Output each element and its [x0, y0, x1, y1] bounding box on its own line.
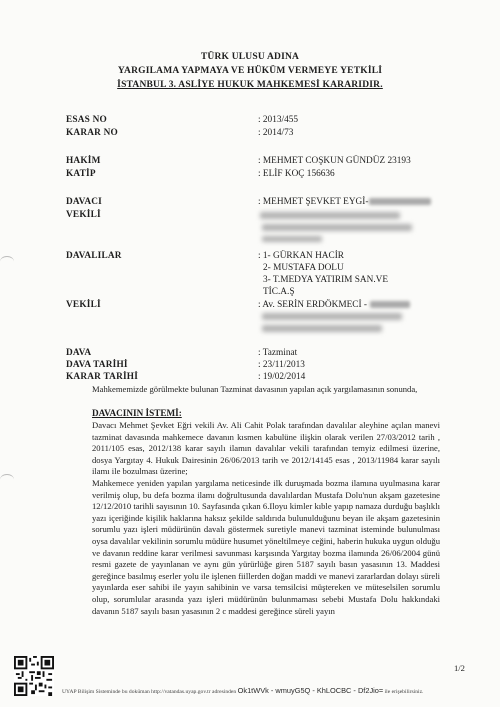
vekili2-value [258, 300, 410, 310]
davaci-name: : MEHMET ŞEVKET EYGİ- [258, 197, 369, 207]
court-header-line1: TÜRK ULUSU ADINA [200, 52, 300, 62]
body-paragraph-2: Mahkemece yeniden yapılan yargılama neticesinde ilk duruşmada bozma ilamına uyulmasına karar verilmiş olup, bu defa bozma ilamı doğrultusunda davalılardan Mustafa Dolu'nun akşam gazetesine 12/12/2010 tarihli sayısının 10. Sayfasında çıkan 6.Iloyu kimler kıble yapıp namaza durduğu başlıklı yazı içeriğinde kişilik haklarına haksız şekilde saldırıda bulunulduğunu beyan ile akşam gazetesinin sorumlu yazı işleri müdürünün davalı göstermek suretiyle manevi tazminat isteminde bulunulması oysa davalılar vekilinin sorumlu müdüre husumet yöneltilmeye ceğini, haberin hukuka uygun olduğu ve davanın reddine karar verilmesi savunması karşısında Yargıtay bozma ilamında 26/06/2004 günü resmi gazete de yayınlanan ve aynı gün yürürlüğe giren 5187 sayılı basın yasasının 13. Maddesi gereğince basılmış eserler yolu ile işlenen fiillerden doğan maddi ve manevi zararlardan dolayı süreli yayınlarda eser sahibi ile yayın sahibinin ve varsa temsilcisi müştereken ve müteselsilen sorumlu olup, sorumlular arasında yazı işleri müdürünün bulunmaması sebebi Mustafa Dolu hakkındaki davanın 5187 sayılı basın yasasının 2 c maddesi gereğince süreli yayın [92, 478, 440, 616]
body-paragraph-1: Davacı Mehmet Şevket Eğri vekili Av. Ali Cahit Polak tarafından davalılar aleyhine açılan manevi tazminat davasında mahkemece davanın kısmen kabulüne ilişkin olarak verilen 27/03/2012 tarih , 2011/105 esas, 2012/138 karar sayılı ilamın davalılar vekili tarafından temyiz edilmesi üzerine, dosya Yargıtay 4. Hukuk Dairesinin 26/06/2013 tarih ve 2012/14145 esas , 2013/11984 karar sayılı ilamı ile bozulması üzerine; [92, 420, 440, 477]
redacted-block [262, 236, 322, 242]
hakim-value: : MEHMET COŞKUN GÜNDÜZ 23193 [258, 156, 411, 166]
redacted-block [260, 212, 400, 219]
redacted-block [262, 313, 402, 320]
esas-value: : 2013/455 [258, 115, 299, 125]
page-number: 1/2 [454, 663, 465, 673]
hakim-label: HAKİM [66, 156, 101, 166]
dava-value: : Tazminat [258, 348, 298, 358]
footer-suffix: ile erişebilirsiniz. [384, 689, 424, 695]
redacted-block [262, 224, 412, 231]
footer-text: UYAP Bilişim Sisteminde bu doküman http://vatandas.uyap.gov.tr adresinden [62, 689, 237, 695]
karar-tarihi-value: : 19/02/2014 [258, 372, 306, 382]
davali-3b: TİC.A.Ş [263, 287, 295, 297]
redacted-text [369, 198, 431, 205]
section-title-davacinin-istemi: DAVACININ İSTEMİ: [92, 408, 182, 418]
vekili2-name: : Av. SERİN ERDÖKMECİ - [258, 300, 367, 310]
punch-hole-mark [0, 256, 14, 267]
esas-label: ESAS NO [66, 115, 107, 125]
karar-no-value: : 2014/73 [258, 128, 294, 138]
katip-value: : ELİF KOÇ 156636 [258, 169, 335, 179]
davali-1: : 1- GÜRKAN HACİR [258, 251, 344, 261]
footer-verification [62, 686, 423, 695]
davaci-label: DAVACI [66, 197, 102, 207]
dava-label: DAVA [66, 348, 92, 358]
court-header-line2: YARGILAMA YAPMAYA VE HÜKÜM VERMEYE YETKİLİ [117, 66, 383, 76]
dava-tarihi-value: : 23/11/2013 [258, 360, 305, 370]
katip-label: KATİP [66, 169, 96, 179]
davaci-value [258, 197, 431, 207]
punch-hole-mark [0, 474, 14, 485]
redacted-text [370, 301, 410, 308]
davali-2: 2- MUSTAFA DOLU [263, 263, 344, 273]
davali-3a: 3- T.MEDYA YATIRIM SAN.VE [263, 275, 389, 285]
dava-tarihi-label: DAVA TARİHİ [66, 360, 128, 370]
karar-no-label: KARAR NO [66, 128, 118, 138]
vekili2-label: VEKİLİ [66, 300, 101, 310]
karar-tarihi-label: KARAR TARİHİ [66, 372, 139, 382]
davalilar-label: DAVALILAR [66, 251, 122, 261]
verification-code: Ok1tWVk - wmuyG5Q - KhLOCBC - Df2Jio= [237, 686, 384, 695]
redacted-block [262, 325, 382, 332]
court-header-title: İSTANBUL 3. ASLİYE HUKUK MAHKEMESİ KARARIDIR. [117, 80, 383, 90]
intro-paragraph: Mahkememizde görülmekte bulunan Tazminat davasının yapılan açık yargılamasının sonunda, [92, 384, 418, 394]
qr-code-icon [14, 656, 54, 696]
vekili-label: VEKİLİ [66, 210, 101, 220]
